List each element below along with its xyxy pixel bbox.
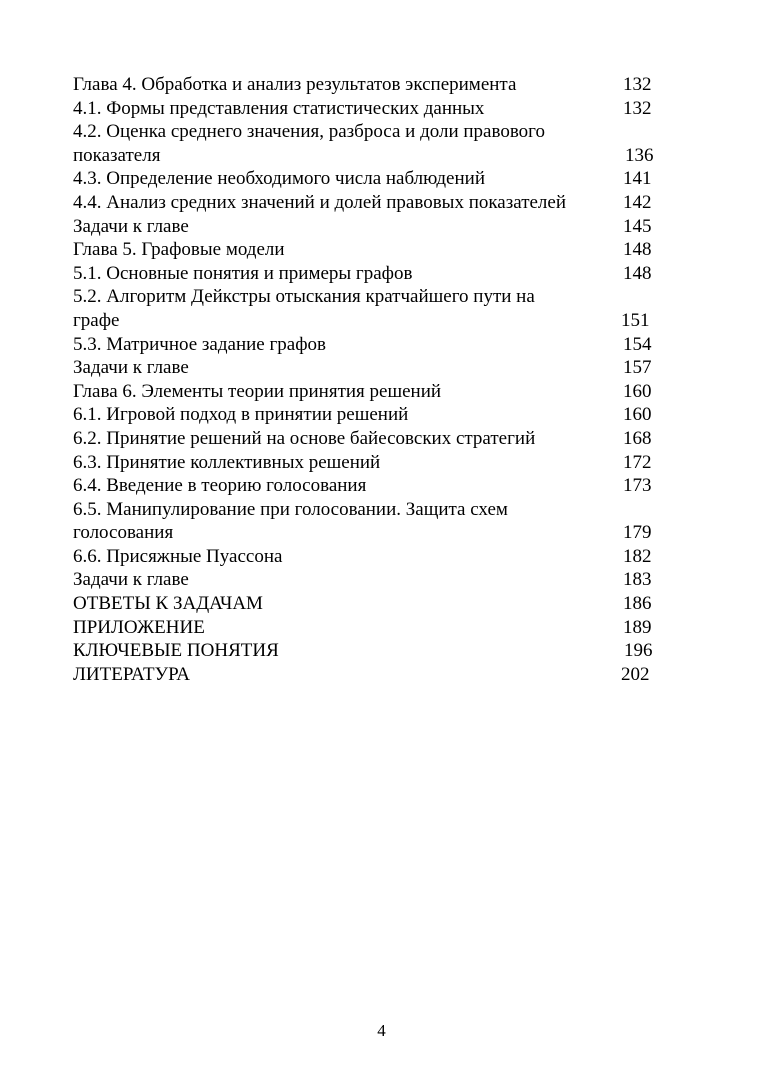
toc-entry-page: 157 bbox=[623, 357, 652, 379]
toc-entry-page: 173 bbox=[623, 475, 652, 497]
toc-entry-page: 132 bbox=[623, 97, 652, 119]
toc-entry-title: 6.2. Принятие решений на основе байесовских стратегий bbox=[73, 427, 536, 449]
toc-entry-page: 168 bbox=[623, 427, 652, 449]
toc-line bbox=[73, 545, 655, 569]
toc-line bbox=[73, 474, 655, 498]
toc-entry-title: КЛЮЧЕВЫЕ ПОНЯТИЯ bbox=[73, 640, 279, 662]
toc-entry-title: ПРИЛОЖЕНИЕ bbox=[73, 616, 205, 638]
toc-entry-page: 151 bbox=[621, 309, 650, 331]
toc-entry-page: 160 bbox=[623, 404, 652, 426]
toc-entry bbox=[73, 262, 655, 286]
toc-entry-title: 4.3. Определение необходимого числа наблюдений bbox=[73, 168, 485, 190]
toc-entry-page: 172 bbox=[623, 451, 652, 473]
toc-entry bbox=[73, 73, 655, 97]
toc-entry-title: 5.2. Алгоритм Дейкстры отыскания кратчайшего пути на bbox=[73, 286, 535, 308]
toc-entry-title: ЛИТЕРАТУРА bbox=[73, 663, 190, 685]
toc-entry bbox=[73, 639, 655, 663]
toc-entry-page: 148 bbox=[623, 262, 652, 284]
toc-entry-page: 189 bbox=[623, 616, 652, 638]
toc-entry-page: 148 bbox=[623, 239, 652, 261]
toc-line bbox=[73, 616, 655, 640]
toc-line bbox=[73, 144, 655, 168]
toc-line bbox=[73, 568, 655, 592]
toc-line bbox=[73, 663, 655, 687]
toc-entry-page: 142 bbox=[623, 191, 652, 213]
toc-line bbox=[73, 427, 655, 451]
toc-entry-title-continued: графе bbox=[73, 309, 120, 331]
toc-line bbox=[73, 521, 655, 545]
toc-entry-page: 154 bbox=[623, 333, 652, 355]
toc-entry bbox=[73, 545, 655, 569]
toc-entry bbox=[73, 333, 655, 357]
toc-entry-page: 196 bbox=[624, 640, 653, 662]
toc-entry-title: Глава 4. Обработка и анализ результатов эксперимента bbox=[73, 74, 517, 95]
toc-entry-title: Задачи к главе bbox=[73, 357, 189, 379]
toc-entry-page: 186 bbox=[623, 593, 652, 615]
toc-entry bbox=[73, 167, 655, 191]
toc-entry bbox=[73, 498, 655, 545]
toc-line bbox=[73, 451, 655, 475]
toc-line bbox=[73, 380, 655, 404]
toc-entry bbox=[73, 592, 655, 616]
toc-entry bbox=[73, 474, 655, 498]
toc-line bbox=[73, 238, 655, 262]
toc-entry-title: 6.1. Игровой подход в принятии решений bbox=[73, 404, 409, 426]
toc-entry bbox=[73, 568, 655, 592]
toc-entry bbox=[73, 285, 655, 332]
toc-line bbox=[73, 191, 655, 215]
toc-entry-page: 145 bbox=[623, 215, 652, 237]
toc-line bbox=[73, 498, 655, 522]
toc-entry-title-continued: голосования bbox=[73, 522, 174, 544]
toc-entry-title: 4.1. Формы представления статистических данных bbox=[73, 97, 485, 119]
toc-line bbox=[73, 592, 655, 616]
toc-line bbox=[73, 639, 655, 663]
toc-line bbox=[73, 97, 655, 121]
toc-entry bbox=[73, 380, 655, 404]
toc-entry-page: 202 bbox=[621, 663, 650, 685]
toc-line bbox=[73, 285, 655, 309]
toc-entry bbox=[73, 238, 655, 262]
toc-line bbox=[73, 215, 655, 239]
toc-line bbox=[73, 403, 655, 427]
toc-entry bbox=[73, 97, 655, 121]
toc-entry-page: 132 bbox=[623, 74, 652, 95]
toc-entry-title: Глава 5. Графовые модели bbox=[73, 239, 285, 261]
toc-entry bbox=[73, 616, 655, 640]
toc-entry-page: 160 bbox=[623, 380, 652, 402]
toc-entry bbox=[73, 663, 655, 687]
toc-line bbox=[73, 120, 655, 144]
toc-entry-title: 5.1. Основные понятия и примеры графов bbox=[73, 262, 413, 284]
toc-entry-page: 183 bbox=[623, 569, 652, 591]
toc-entry bbox=[73, 427, 655, 451]
toc-entry-page: 182 bbox=[623, 545, 652, 567]
toc-entry-title: 6.5. Манипулирование при голосовании. Защита схем bbox=[73, 498, 508, 520]
toc-entry-title: 4.4. Анализ средних значений и долей правовых показателей bbox=[73, 191, 567, 213]
toc-line bbox=[73, 73, 655, 97]
toc-entry-title: 4.2. Оценка среднего значения, разброса и доли правового bbox=[73, 121, 545, 143]
toc-entry bbox=[73, 356, 655, 380]
toc-entry-page: 136 bbox=[625, 144, 654, 166]
toc-line bbox=[73, 167, 655, 191]
toc-entry bbox=[73, 451, 655, 475]
toc-entry-title: 5.3. Матричное задание графов bbox=[73, 333, 326, 355]
toc-line bbox=[73, 262, 655, 286]
toc-entry bbox=[73, 215, 655, 239]
toc-entry bbox=[73, 120, 655, 167]
toc-entry-title: 6.4. Введение в теорию голосования bbox=[73, 475, 367, 497]
toc-entry-page: 141 bbox=[623, 168, 652, 190]
toc-entry-title-continued: показателя bbox=[73, 144, 161, 166]
toc-line bbox=[73, 356, 655, 380]
toc-entry-title: Задачи к главе bbox=[73, 569, 189, 591]
toc-entry bbox=[73, 191, 655, 215]
toc-entry-title: 6.6. Присяжные Пуассона bbox=[73, 545, 283, 567]
toc-entry-page: 179 bbox=[623, 522, 652, 544]
toc-entry bbox=[73, 403, 655, 427]
toc-line bbox=[73, 309, 655, 333]
page-number: 4 bbox=[377, 1021, 386, 1040]
toc-line bbox=[73, 333, 655, 357]
toc-entry-title: Глава 6. Элементы теории принятия решений bbox=[73, 380, 442, 402]
toc-entry-title: Задачи к главе bbox=[73, 215, 189, 237]
toc-entry-title: 6.3. Принятие коллективных решений bbox=[73, 451, 381, 473]
table-of-contents bbox=[73, 73, 655, 686]
toc-entry-title: ОТВЕТЫ К ЗАДАЧАМ bbox=[73, 593, 263, 615]
